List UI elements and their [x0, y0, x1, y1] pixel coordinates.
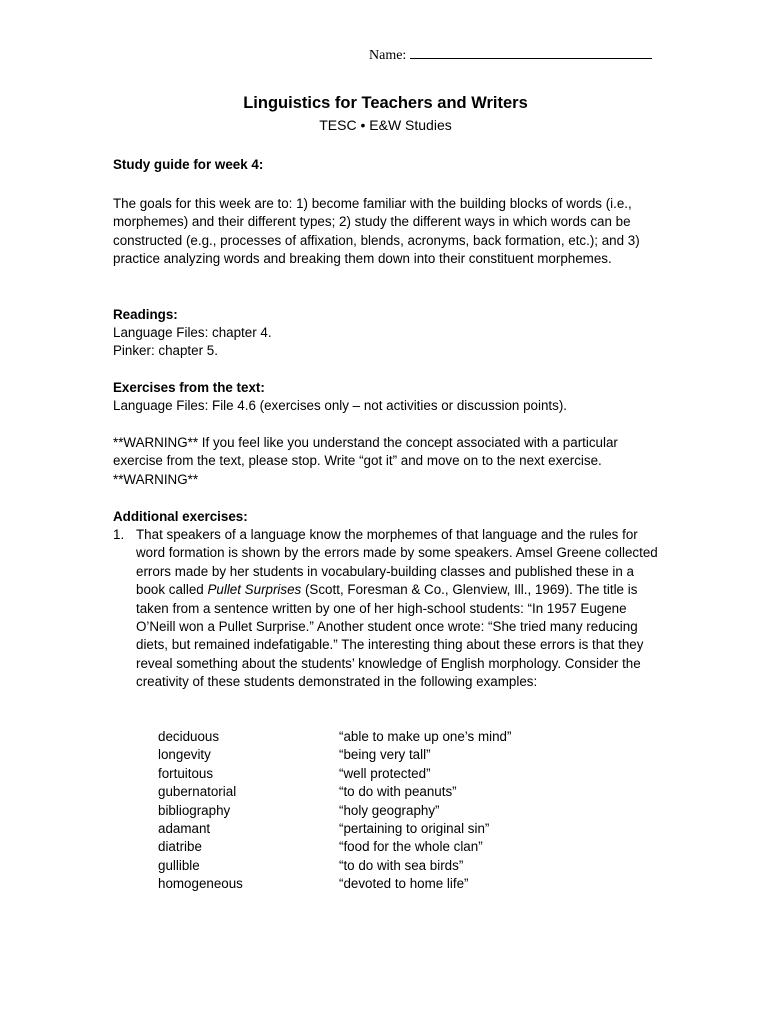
example-word: deciduous — [158, 729, 220, 744]
example-word: gubernatorial — [158, 784, 237, 800]
example-word: fortuitous — [158, 765, 214, 781]
example-row — [158, 838, 638, 856]
example-word: diatribe — [158, 839, 202, 855]
reading-item: Language Files: chapter 4. — [113, 325, 272, 340]
example-row — [158, 783, 638, 801]
example-meaning: “holy geography” — [339, 802, 440, 818]
document-subtitle: TESC • E&W Studies — [319, 117, 452, 133]
example-meaning: “being very tall” — [339, 747, 431, 763]
list-item-text: That speakers of a language know the morphemes of that language and the rules for word formation is shown by the errors made by some speakers. Amsel Greene collected errors made by her students in vocabulary-building classes and published these in a book called Pullet Surprises (Scott, Foresman & Co., Glenview, Ill., 1969). The title is taken from a sentence written by one of her high-school students: “In 1957 Eugene O’Neill won a Pullet Surprise.” Another student once wrote: “She tried many reducing diets, but remained indefatigable.” The interesting thing about these errors is that they reveal something about the students’ knowledge of English morphology. Consider the creativity of these students demonstrated in the following examples: — [136, 527, 658, 690]
name-label: Name: — [369, 48, 407, 63]
example-row — [158, 728, 638, 746]
name-blank-line — [410, 44, 652, 59]
example-word: bibliography — [158, 802, 231, 818]
example-meaning: “able to make up one’s mind” — [339, 729, 512, 744]
example-row — [158, 746, 638, 764]
reading-item: Pinker: chapter 5. — [113, 343, 218, 358]
warning-paragraph — [113, 434, 658, 489]
example-meaning: “to do with peanuts” — [339, 784, 457, 800]
example-word: homogeneous — [158, 876, 243, 892]
example-word: gullible — [158, 857, 200, 873]
additional-exercises-heading: Additional exercises: — [113, 509, 248, 524]
example-word: longevity — [158, 747, 211, 763]
example-meaning: “devoted to home life” — [339, 876, 469, 892]
list-item-number: 1. — [113, 527, 125, 542]
example-row — [158, 820, 638, 838]
readings-heading: Readings: — [113, 307, 178, 322]
book-title: Pullet Surprises — [207, 582, 302, 598]
example-row — [158, 765, 638, 783]
list-item — [113, 526, 658, 692]
exercises-text-body: Language Files: File 4.6 (exercises only – not activities or discussion points). — [113, 398, 568, 413]
name-field — [369, 44, 652, 65]
examples-table — [158, 728, 638, 894]
example-word: adamant — [158, 821, 211, 837]
warning-text: **WARNING** If you feel like you understand the concept associated with a particular exercise from the text, please stop. Write “got it” and move on to the next exercise. — [113, 435, 618, 469]
example-row — [158, 802, 638, 820]
example-meaning: “pertaining to original sin” — [339, 821, 490, 837]
study-guide-heading: Study guide for week 4: — [113, 157, 264, 172]
example-meaning: “well protected” — [339, 765, 431, 781]
example-row — [158, 875, 638, 893]
exercises-text-heading: Exercises from the text: — [113, 380, 265, 395]
example-meaning: “food for the whole clan” — [339, 839, 483, 855]
document-title: Linguistics for Teachers and Writers — [243, 94, 528, 112]
example-row — [158, 857, 638, 875]
example-meaning: “to do with sea birds” — [339, 857, 464, 873]
goals-paragraph: The goals for this week are to: 1) become familiar with the building blocks of words (i.e., morphemes) and their different types; 2) study the different ways in which words can be constructed (e.g., processes of affixation, blends, acronyms, back formation, etc.); and 3) practice analyzing words and breaking them down into their constituent morphemes. — [113, 196, 640, 267]
warning-closing: **WARNING** — [113, 471, 199, 487]
